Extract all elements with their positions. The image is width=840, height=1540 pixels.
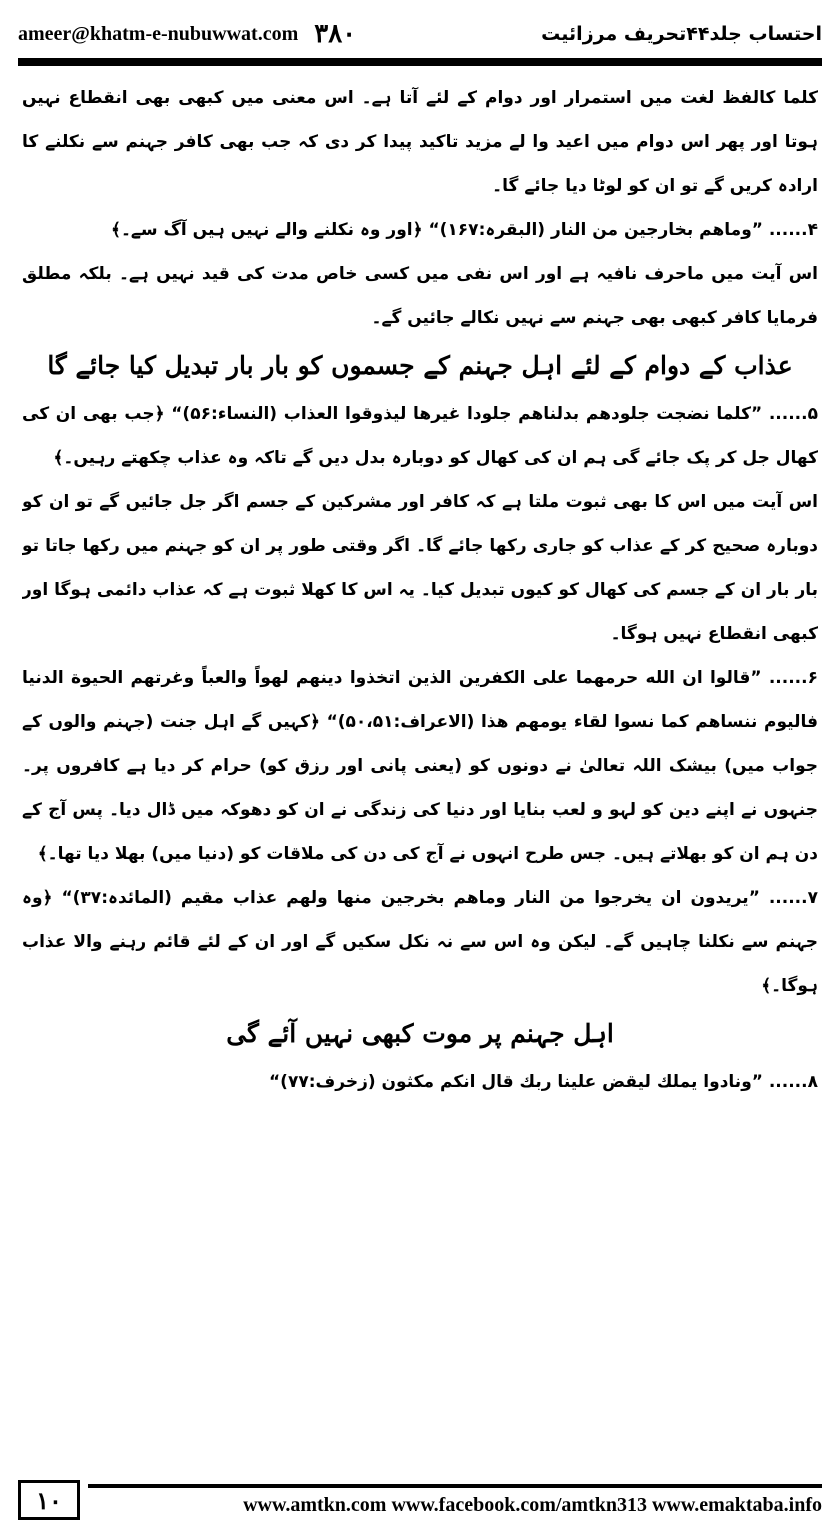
page-body xyxy=(22,76,818,1456)
verse-6: ۶...... ”قالوا ان الله حرمهما على الكفرين الذين اتخذوا دينهم لهواً والعباً وغرتهم الحيوة الدنيا فاليوم ننساهم كما نسوا لقاء يومهم هذا (الاعراف:۵۰،۵۱)“ ﴿کہیں گے اہل جنت (جہنم والوں کے جواب میں) بیشک اللہ تعالیٰ نے دونوں کو (یعنی پانی اور رزق کو) حرام کر دیا ہے کافروں پر۔ جنہوں نے اپنے دین کو لہو و لعب بنایا اور دنیا کی زندگی نے ان کو دھوکہ میں ڈال دیا۔ پس آج کے دن ہم ان کو بھلاتے ہیں۔ جس طرح انہوں نے آج کی دن کی ملاقات کو (دنیا میں) بھلا دیا تھا۔﴾ xyxy=(22,668,818,864)
page-number: ۳۸۰ xyxy=(314,19,357,49)
section-heading-2: اہل جہنم پر موت کبھی نہیں آئے گی xyxy=(226,1019,614,1048)
footer-bar xyxy=(88,1476,822,1524)
header-rule xyxy=(18,58,822,66)
verse-4: ۴...... ”وماهم بخارجين من النار (البقرہ:۱۶۷)“ ﴿اور وہ نکلنے والے نہیں ہیں آگ سے۔﴾ xyxy=(110,220,818,240)
header-email: ameer@khatm-e-nubuwwat.com xyxy=(18,22,299,45)
section-heading-1: عذاب کے دوام کے لئے اہل جہنم کے جسموں کو بار بار تبدیل کیا جائے گا xyxy=(47,351,793,380)
paragraph-3: اس آیت میں اس کا بھی ثبوت ملتا ہے کہ کافر اور مشرکین کے جسم اگر جل جائیں گے تو ان کو دوبارہ صحیح کر کے عذاب کو جاری رکھا جائے گا۔ اگر وقتی طور پر ان کو جہنم میں رکھا جاتا تو بار بار ان کے جسم کی کھال کو کیوں تبدیل کیا۔ یہ اس کا کھلا ثبوت ہے کہ عذاب دائمی ہوگا اور کبھی انقطاع نہیں ہوگا۔ xyxy=(22,492,818,644)
folio-number: ۱۰ xyxy=(18,1480,80,1520)
header-left xyxy=(18,19,356,49)
book-title: احتساب جلد۴۴تحریف مرزائیت xyxy=(541,23,822,45)
footer-rule xyxy=(88,1484,822,1488)
page-header xyxy=(18,14,822,54)
verse-5: ۵...... ”کلما نضجت جلودهم بدلناهم جلودا غيرها ليذوقوا العذاب (النساء:۵۶)“ ﴿جب بھی ان کی کھال جل کر پک جائے گی ہم ان کی کھال کو دوبارہ بدل دیں گے تاکہ وہ عذاب چکھتے رہیں۔﴾ xyxy=(22,404,818,468)
footer-urls: www.amtkn.com www.facebook.com/amtkn313 www.emaktaba.info xyxy=(243,1493,822,1516)
verse-7: ۷...... ”يريدون ان يخرجوا من النار وماهم بخرجين منها ولهم عذاب مقيم (المائدہ:۳۷)“ ﴿وہ جہنم سے نکلنا چاہیں گے۔ لیکن وہ اس سے نہ نکل سکیں گے اور ان کے لئے قائم رہنے والا عذاب ہوگا۔﴾ xyxy=(22,888,818,996)
verse-8: ۸...... ”ونادوا يملك ليقض علينا ربك قال انكم مكثون (زخرف:۷۷)“ xyxy=(268,1072,818,1092)
paragraph-1: کلما کالفظ لغت میں استمرار اور دوام کے لئے آتا ہے۔ اس معنی میں کبھی بھی انقطاع نہیں ہوتا اور پھر اس دوام میں اعید وا لے مزید تاکید پیدا کر دی کہ جب بھی کافر جہنم سے نکلنے کا ارادہ کریں گے تو ان کو لوٹا دیا جائے گا۔ xyxy=(22,88,818,196)
page-footer xyxy=(18,1476,822,1524)
paragraph-2: اس آیت میں ماحرف نافیہ ہے اور اس نفی میں کسی خاص مدت کی قید نہیں ہے۔ بلکہ مطلق فرمایا کافر کبھی بھی جہنم سے نہیں نکالے جائیں گے۔ xyxy=(22,264,818,328)
